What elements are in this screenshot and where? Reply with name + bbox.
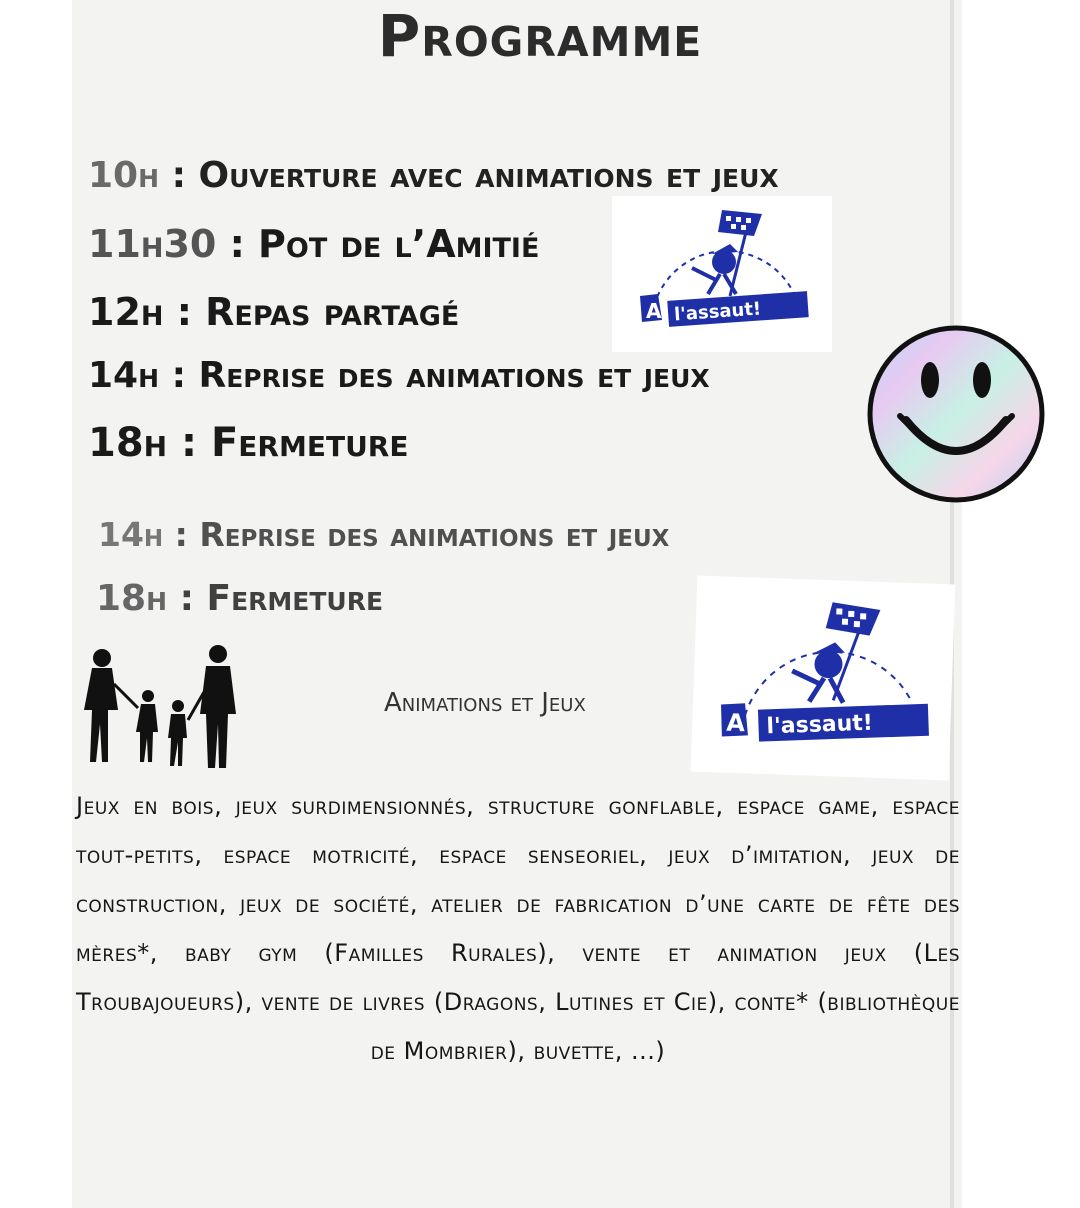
schedule-separator: : bbox=[167, 420, 211, 466]
schedule-repeat-item bbox=[98, 515, 669, 554]
schedule-item bbox=[88, 355, 710, 396]
schedule-time: 14h bbox=[88, 355, 160, 396]
schedule-label: Pot de l’Amitié bbox=[258, 222, 540, 266]
page-title: Programme bbox=[377, 2, 703, 70]
schedule-label: Repas partagé bbox=[205, 290, 460, 334]
association-logo bbox=[612, 196, 832, 352]
schedule-time: 10h bbox=[88, 155, 160, 196]
schedule-separator: : bbox=[163, 290, 206, 334]
schedule-time: 11h30 bbox=[88, 222, 217, 266]
schedule-separator: : bbox=[163, 515, 200, 554]
animations-title: Animations et Jeux bbox=[384, 688, 586, 718]
activities-description: Jeux en bois, jeux surdimensionnés, structure gonflable, espace game, espace tout-petits, espace motricité, espace senseoriel, jeux d’imitation, jeux de construction, jeux de société, atelier de fabrication d’une carte de fête des mères*, baby gym (Familles Rurales), vente et animation jeux (Les Troubajoueurs), vente de livres (Dragons, Lutines et Cie), conte* (bibliothèque de Mombrier), buvette, ...) bbox=[76, 792, 960, 1065]
schedule-label: Reprise des animations et jeux bbox=[198, 355, 710, 396]
family-silhouette-icon bbox=[78, 644, 246, 774]
schedule-time: 18h bbox=[96, 578, 168, 619]
association-logo bbox=[691, 576, 956, 781]
smiley-icon bbox=[864, 322, 1048, 506]
schedule-time: 18h bbox=[88, 420, 168, 466]
schedule-separator: : bbox=[159, 155, 199, 196]
svg-text:A: A bbox=[646, 299, 662, 323]
schedule-item bbox=[88, 290, 459, 334]
schedule-label: Ouverture avec animations et jeux bbox=[198, 155, 779, 196]
svg-text:l'assaut!: l'assaut! bbox=[673, 298, 762, 326]
schedule-repeat-item bbox=[96, 578, 383, 619]
schedule-label: Reprise des animations et jeux bbox=[199, 515, 670, 554]
schedule-separator: : bbox=[159, 355, 199, 396]
schedule-item bbox=[88, 222, 539, 266]
schedule-item bbox=[88, 420, 409, 466]
schedule-item bbox=[88, 155, 779, 196]
schedule-separator: : bbox=[216, 222, 259, 266]
schedule-separator: : bbox=[167, 578, 207, 619]
schedule-label: Fermeture bbox=[210, 420, 409, 466]
svg-text:A: A bbox=[725, 708, 746, 738]
schedule-time: 14h bbox=[98, 515, 164, 554]
schedule-label: Fermeture bbox=[206, 578, 384, 619]
flag-icon bbox=[612, 196, 832, 352]
flag-icon bbox=[691, 576, 956, 781]
svg-text:l'assaut!: l'assaut! bbox=[766, 710, 874, 740]
schedule-time: 12h bbox=[88, 290, 164, 334]
